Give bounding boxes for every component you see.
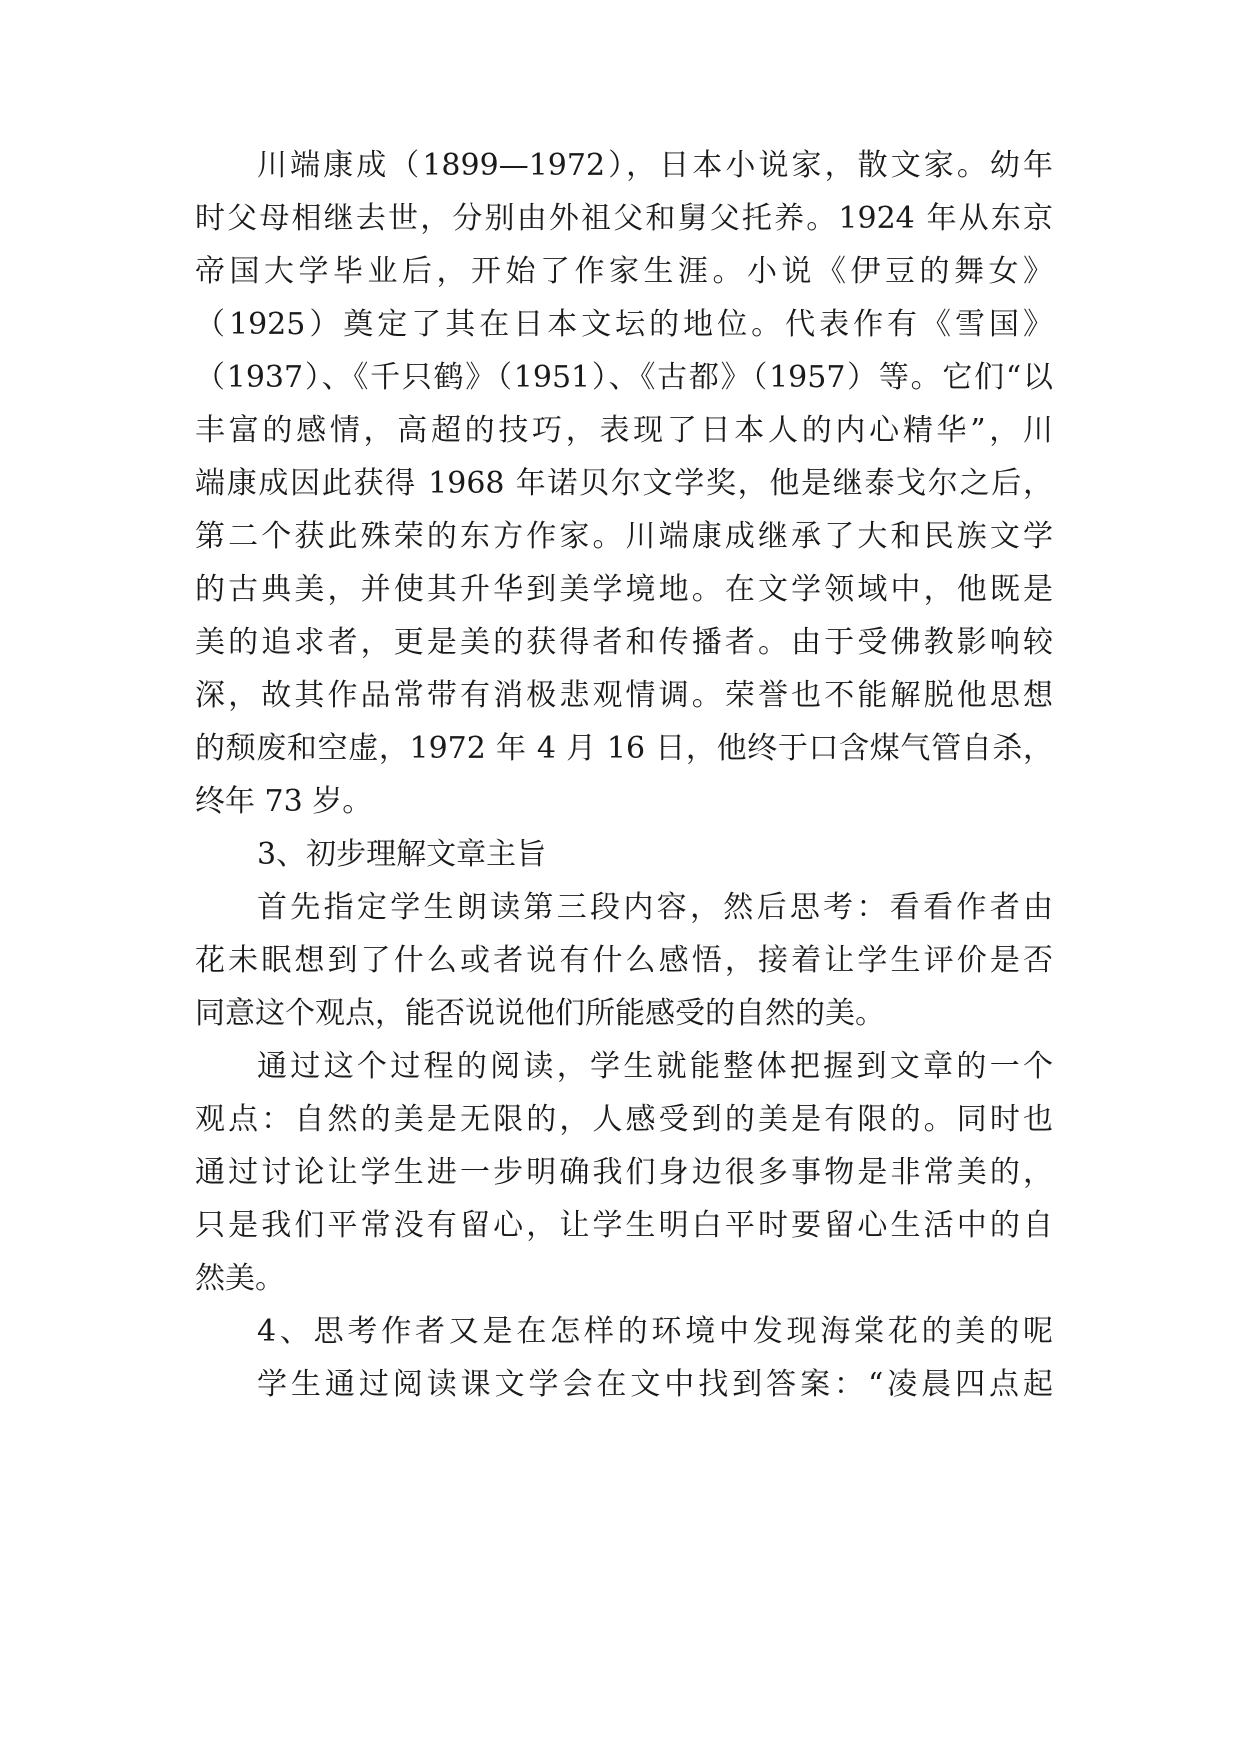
text-line: 花未眠想到了什么或者说有什么感悟，接着让学生评价是否 [195, 943, 1053, 978]
text-line: 第二个获此殊荣的东方作家。川端康成继承了大和民族文学 [195, 519, 1053, 554]
text-line: （1937）、《千只鹤》（1951）、《古都》（1957）等。它们“以 [195, 360, 1053, 395]
text-line: 端康成因此获得 1968 年诺贝尔文学奖，他是继泰戈尔之后， [195, 466, 1053, 501]
text-line: 学生通过阅读课文学会在文中找到答案：“凌晨四点起 [257, 1367, 1053, 1402]
text-line: 只是我们平常没有留心，让学生明白平时要留心生活中的自 [195, 1208, 1053, 1243]
text-line: 川端康成（1899—1972），日本小说家，散文家。幼年 [257, 148, 1053, 183]
text-line: 通过这个过程的阅读，学生就能整体把握到文章的一个 [257, 1049, 1053, 1084]
text-line: 终年 73 岁。 [195, 784, 373, 819]
text-line: 的颓废和空虚，1972 年 4 月 16 日，他终于口含煤气管自杀， [195, 731, 1053, 766]
text-line: 同意这个观点，能否说说他们所能感受的自然的美。 [195, 996, 885, 1031]
text-line: 深，故其作品常带有消极悲观情调。荣誉也不能解脱他思想 [195, 678, 1053, 713]
text-line: 首先指定学生朗读第三段内容，然后思考：看看作者由 [257, 890, 1053, 925]
text-line: 时父母相继去世，分别由外祖父和舅父托养。1924 年从东京 [195, 201, 1053, 236]
text-line: 通过讨论让学生进一步明确我们身边很多事物是非常美的， [195, 1155, 1053, 1190]
text-line: 丰富的感情，高超的技巧，表现了日本人的内心精华”，川 [195, 413, 1053, 448]
text-line: 然美。 [195, 1261, 285, 1296]
text-line: （1925）奠定了其在日本文坛的地位。代表作有《雪国》 [195, 307, 1053, 342]
section-heading: 3、初步理解文章主旨 [257, 837, 547, 872]
text-line: 美的追求者，更是美的获得者和传播者。由于受佛教影响较 [195, 625, 1053, 660]
text-line: 帝国大学毕业后，开始了作家生涯。小说《伊豆的舞女》 [195, 254, 1053, 289]
text-line: 观点：自然的美是无限的，人感受到的美是有限的。同时也 [195, 1102, 1053, 1137]
section-heading: 4、思考作者又是在怎样的环境中发现海棠花的美的呢 [257, 1314, 1053, 1349]
text-line: 的古典美，并使其升华到美学境地。在文学领域中，他既是 [195, 572, 1053, 607]
